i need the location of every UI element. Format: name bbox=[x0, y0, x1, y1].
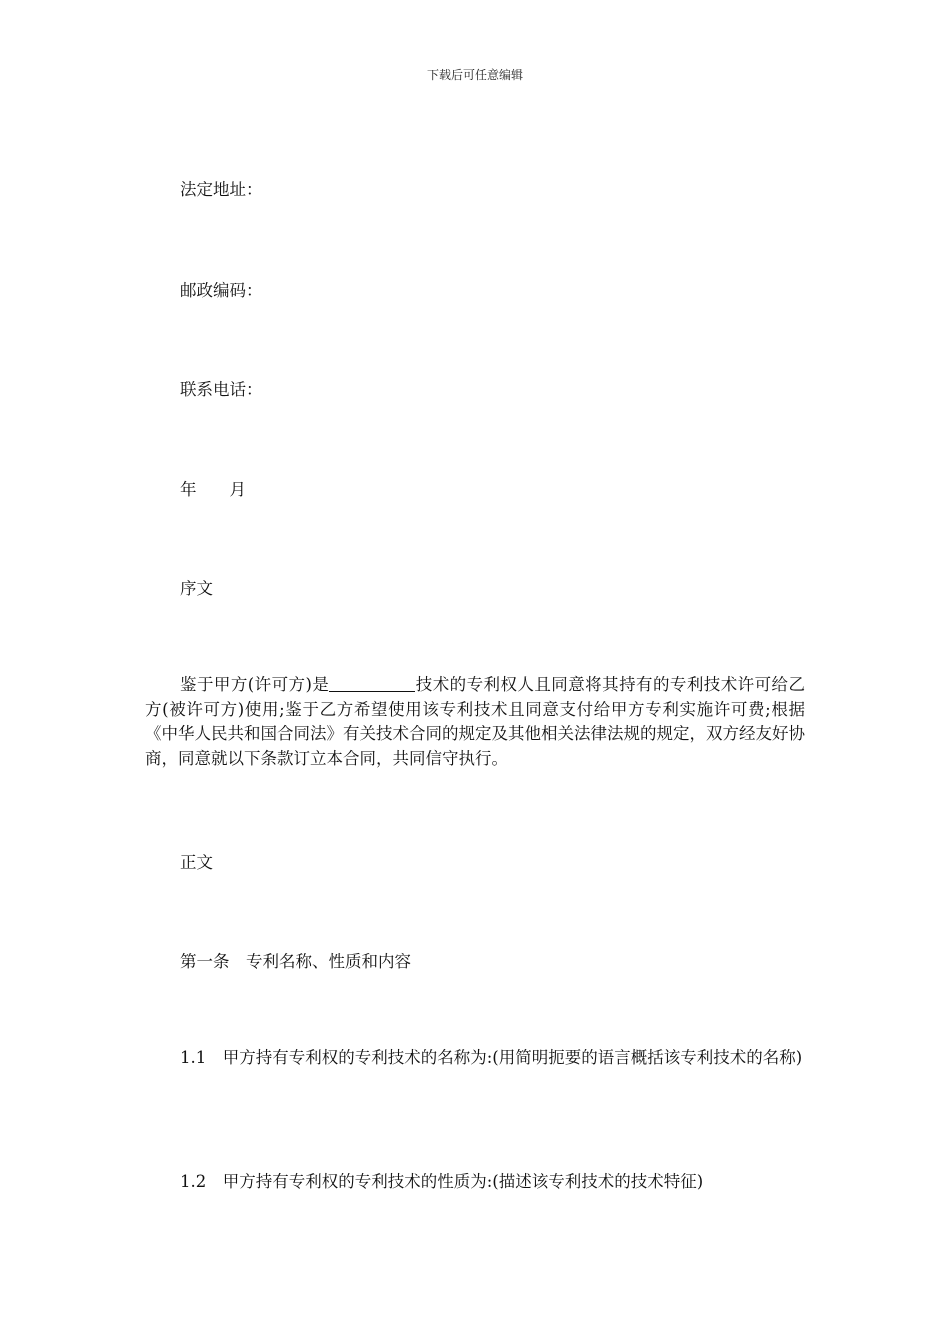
clause-1-2: 1.2 甲方持有专利权的专利技术的性质为:(描述该专利技术的技术特征) bbox=[180, 1172, 704, 1191]
preface-paragraph bbox=[145, 673, 805, 772]
article-1-title: 第一条 专利名称、性质和内容 bbox=[180, 952, 411, 971]
blank-field bbox=[329, 675, 415, 692]
preface-heading: 序文 bbox=[180, 579, 213, 598]
clause-1-1: 1.1 甲方持有专利权的专利技术的名称为:(用简明扼要的语言概括该专利技术的名称) bbox=[180, 1048, 803, 1067]
phone-label: 联系电话： bbox=[180, 380, 263, 399]
legal-address-label: 法定地址： bbox=[180, 180, 263, 199]
body-heading: 正文 bbox=[180, 853, 213, 872]
date-line: 年 月 bbox=[180, 480, 246, 499]
preface-text-rest: 技术的专利权人且同意将其持有的专利技术许可给乙方(被许可方)使用;鉴于乙方希望使用该专利技术且同意支付给甲方专利实施许可费;根据《中华人民共和国合同法》有关技术合同的规定及其他相关法律法规的规定，双方经友好协商，同意就以下条款订立本合同，共同信守执行。 bbox=[145, 675, 806, 769]
download-note: 下载后可任意编辑 bbox=[426, 68, 523, 82]
preface-text-start: 鉴于甲方(许可方)是 bbox=[180, 675, 330, 694]
postal-code-label: 邮政编码： bbox=[180, 281, 263, 300]
